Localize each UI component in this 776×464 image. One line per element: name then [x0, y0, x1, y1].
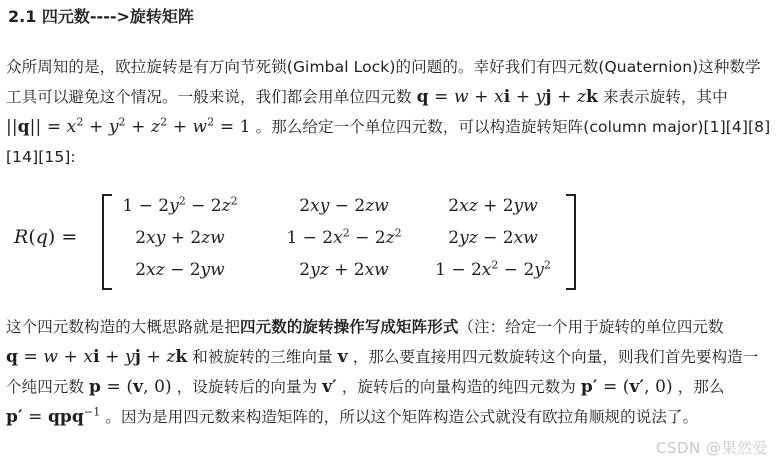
- intro-paragraph: [6, 52, 772, 172]
- intro-text-3: 。那么给定一个单位四元数，可以构造旋转矩阵(column major)[1][4][8][14][15]:: [6, 118, 771, 166]
- rotated-vector-v-prime: v′: [322, 377, 337, 397]
- explain-text-5: ，设旋转后的向量为: [171, 378, 323, 396]
- norm-formula: $||q|| = x^2 + y^2 + z^2 + w^2 = 1$: [6, 115, 251, 137]
- matrix-cell-1-0: 2xy + 2zw: [135, 228, 225, 248]
- right-bracket: [566, 194, 576, 290]
- matrix-cell-2-0: 2xz − 2yw: [135, 260, 225, 280]
- explain-text-6: ，旋转后的向量构造的纯四元数为: [336, 378, 581, 396]
- rotation-formula: p′ = qpq$^{-1}$: [6, 405, 101, 427]
- rotation-matrix-equation: [14, 190, 604, 290]
- explain-text-1: 这个四元数构造的大概思路就是把: [6, 318, 241, 336]
- matrix-cell-1-2: 2yz − 2xw: [448, 228, 538, 248]
- pure-quaternion-p: p = (v, 0): [89, 377, 172, 397]
- matrix-cell-2-1: 2yz + 2xw: [299, 260, 389, 280]
- explain-text-2: （注：给定一个用于旋转的单位四元数: [458, 318, 724, 336]
- unit-quaternion-formula-2: q = w + xi + yj + zk: [6, 347, 188, 367]
- matrix-lhs: R(q) =: [14, 226, 78, 248]
- matrix-cell-2-2: $1 - 2x^2 - 2y^2$: [435, 258, 551, 280]
- pure-quaternion-p-prime: p′ = (v′, 0): [580, 377, 673, 397]
- matrix-cell-0-1: 2xy − 2zw: [299, 196, 389, 216]
- section-heading: 2.1 四元数---->旋转矩阵: [8, 7, 194, 26]
- matrix-cell-0-2: 2xz + 2yw: [448, 196, 538, 216]
- matrix-cell-1-1: $1 - 2x^2 - 2z^2$: [286, 226, 402, 248]
- explain-text-8: 。因为是用四元数来构造矩阵的，所以这个矩阵构造公式就没有欧拉角顺规的说法了。: [100, 408, 699, 426]
- vector-v: v: [337, 347, 348, 367]
- explain-text-7: ，那么: [672, 378, 725, 396]
- intro-text-2: 来表示旋转，其中: [597, 88, 728, 106]
- explain-text-3: 和被旋转的三维向量: [187, 348, 338, 366]
- explain-text-4: ，那么要直接用四元数旋转这个向量，则我们首先要构造一个纯四元数: [6, 348, 759, 396]
- intro-text-1: 众所周知的是，欧拉旋转是有万向节死锁(Gimbal Lock)的问题的。幸好我们有四元数(Quaternion)这种数学工具可以避免这个情况。一般来说，我们都会用单位四元数: [6, 58, 761, 106]
- unit-quaternion-formula: q = w + xi + yj + zk: [416, 87, 598, 107]
- matrix-cell-0-0: $1 - 2y^2 - 2z^2$: [122, 194, 238, 216]
- explanation-paragraph: [6, 312, 772, 432]
- left-bracket: [102, 194, 112, 290]
- explain-bold-text: 四元数的旋转操作写成矩阵形式: [240, 318, 459, 336]
- csdn-watermark: CSDN @果然爱: [655, 439, 768, 457]
